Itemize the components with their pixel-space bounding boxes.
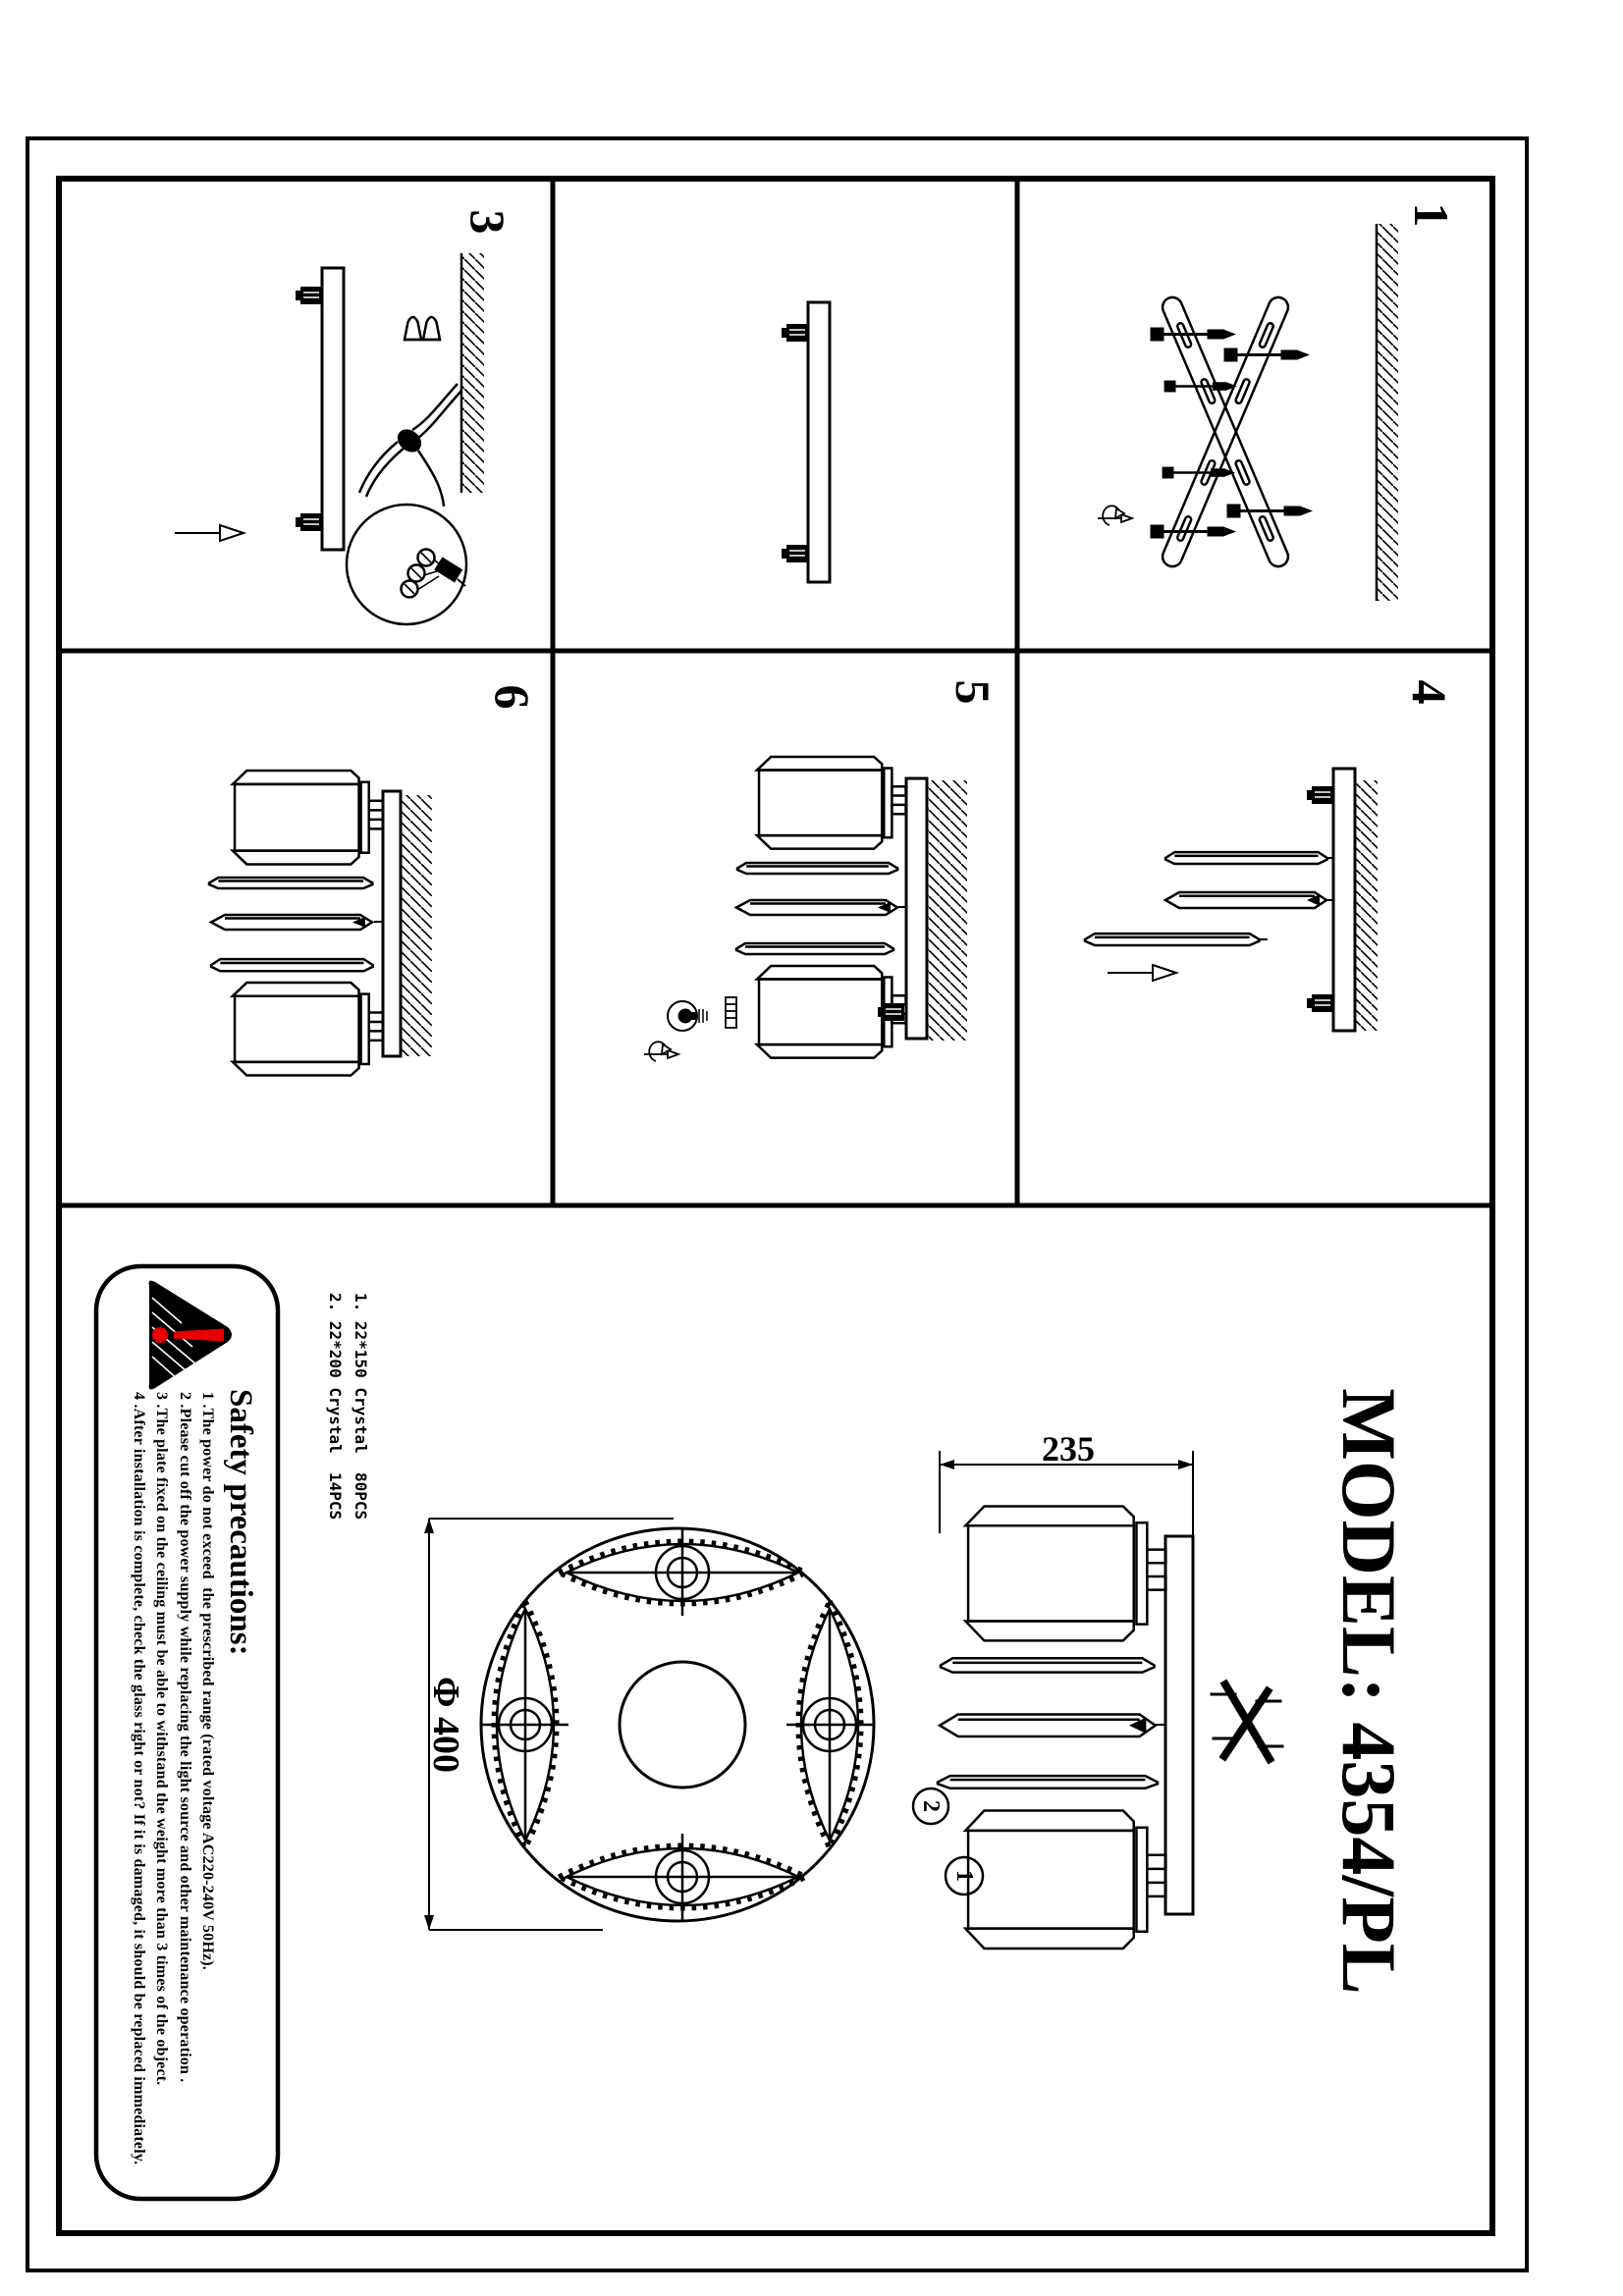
direction-arrow-icon [1108, 965, 1176, 981]
panel-step5-diagram [644, 757, 967, 1061]
clip-screw-icon [1307, 994, 1333, 1012]
clip-screw-icon [296, 287, 322, 304]
crystal-shade [965, 1811, 1165, 1949]
wires [359, 384, 461, 507]
ceiling-hatch-icon [1355, 780, 1378, 1031]
panel-step4-diagram [1085, 769, 1378, 1031]
crystal-shade [965, 1507, 1165, 1641]
clip-screw-icon [782, 545, 808, 562]
page-borders [27, 138, 1527, 2270]
safety-heading: Safety precautions: [223, 1389, 258, 1656]
parts-list-line-2: 2. 22*200 Crystal 14PCS [326, 1293, 345, 1521]
panel-step5-number: 5 [946, 679, 1001, 705]
ceiling-hatch-icon [1377, 224, 1398, 601]
crystal-bar [941, 1658, 1155, 1672]
safety-item-3: 3 .The plate fixed on the ceiling must be able to withstand the weight more than 3 times of the object. [153, 1392, 170, 2086]
mounting-plate [808, 302, 830, 582]
crystal-bar-loose [1085, 934, 1260, 945]
panel-step2-diagram [782, 302, 830, 582]
callout-1-label: 1 [951, 1870, 977, 1882]
width-label: 235 [1042, 1429, 1095, 1468]
mounting-plate [1333, 769, 1355, 1031]
direction-arrow-icon [175, 525, 243, 541]
mounting-plate [322, 268, 344, 550]
warning-triangle-icon [149, 1281, 232, 1390]
safety-item-1: 1 .The power do not exceed the prescribed range (rated voltage AC220-240V 50Hz). [199, 1392, 216, 1971]
panel-step3-diagram [175, 253, 484, 624]
ceiling-hatch-icon [927, 780, 967, 1041]
crystal-bar [211, 959, 373, 971]
diameter-label: Φ 400 [425, 1676, 466, 1774]
mounting-plate [906, 778, 927, 1039]
panel-step4-number: 4 [1402, 679, 1457, 705]
socket-column-icon [726, 997, 736, 1028]
panel-step3-number: 3 [460, 209, 515, 235]
safety-item-4: 4 .After installation is complete, check the glass right or not? If it is damaged, it should be replaced immediately. [131, 1392, 147, 2165]
crystal-bar [938, 1776, 1158, 1789]
top-view-diagram [424, 1519, 874, 1930]
crystal-rod [211, 915, 372, 930]
panel-step6-diagram [209, 771, 432, 1075]
panel-step6-number: 6 [485, 684, 540, 710]
panel-step1-number: 1 [1404, 202, 1459, 228]
callout-2-label: 2 [918, 1800, 944, 1812]
crystal-bar [1165, 852, 1327, 864]
crystal-rod [940, 1715, 1156, 1737]
wire-cap-icon [404, 317, 422, 340]
crystal-bar [737, 863, 897, 874]
parts-list-line-1: 1. 22*150 Crystal 80PCS [352, 1293, 370, 1521]
crystal-shade [233, 771, 383, 864]
ceiling-hatch-icon [401, 795, 432, 1056]
model-number: MODEL: 4354/PL [1326, 1388, 1412, 1995]
panel-step1-diagram [1098, 224, 1398, 601]
expansion-screw-icons [1151, 328, 1313, 538]
mounting-plate [383, 791, 401, 1056]
clip-screw-icon [782, 324, 808, 342]
wire-cap-icon [422, 317, 441, 340]
crystal-rod [736, 900, 897, 915]
crystal-shade [233, 983, 383, 1076]
safety-item-2: 2 .Please cut off the power supply while replacing the light source and other maintenance operation . [177, 1392, 193, 2083]
crystal-rod [1165, 892, 1326, 908]
clip-screw-icon [1307, 786, 1333, 804]
bulb-icon [668, 1001, 707, 1031]
turn-direction-icon [1098, 506, 1132, 525]
clip-screw-icon [296, 513, 322, 531]
mounting-plate [1165, 1536, 1193, 1914]
turn-direction-icon [644, 1041, 678, 1061]
crystal-bar [209, 878, 372, 888]
crystal-shade [757, 757, 906, 849]
crystal-bar [736, 943, 893, 954]
ceiling-hatch-icon [461, 253, 484, 493]
connection-detail-circle [347, 505, 466, 624]
crossed-out-screws-icon [1212, 1684, 1282, 1759]
